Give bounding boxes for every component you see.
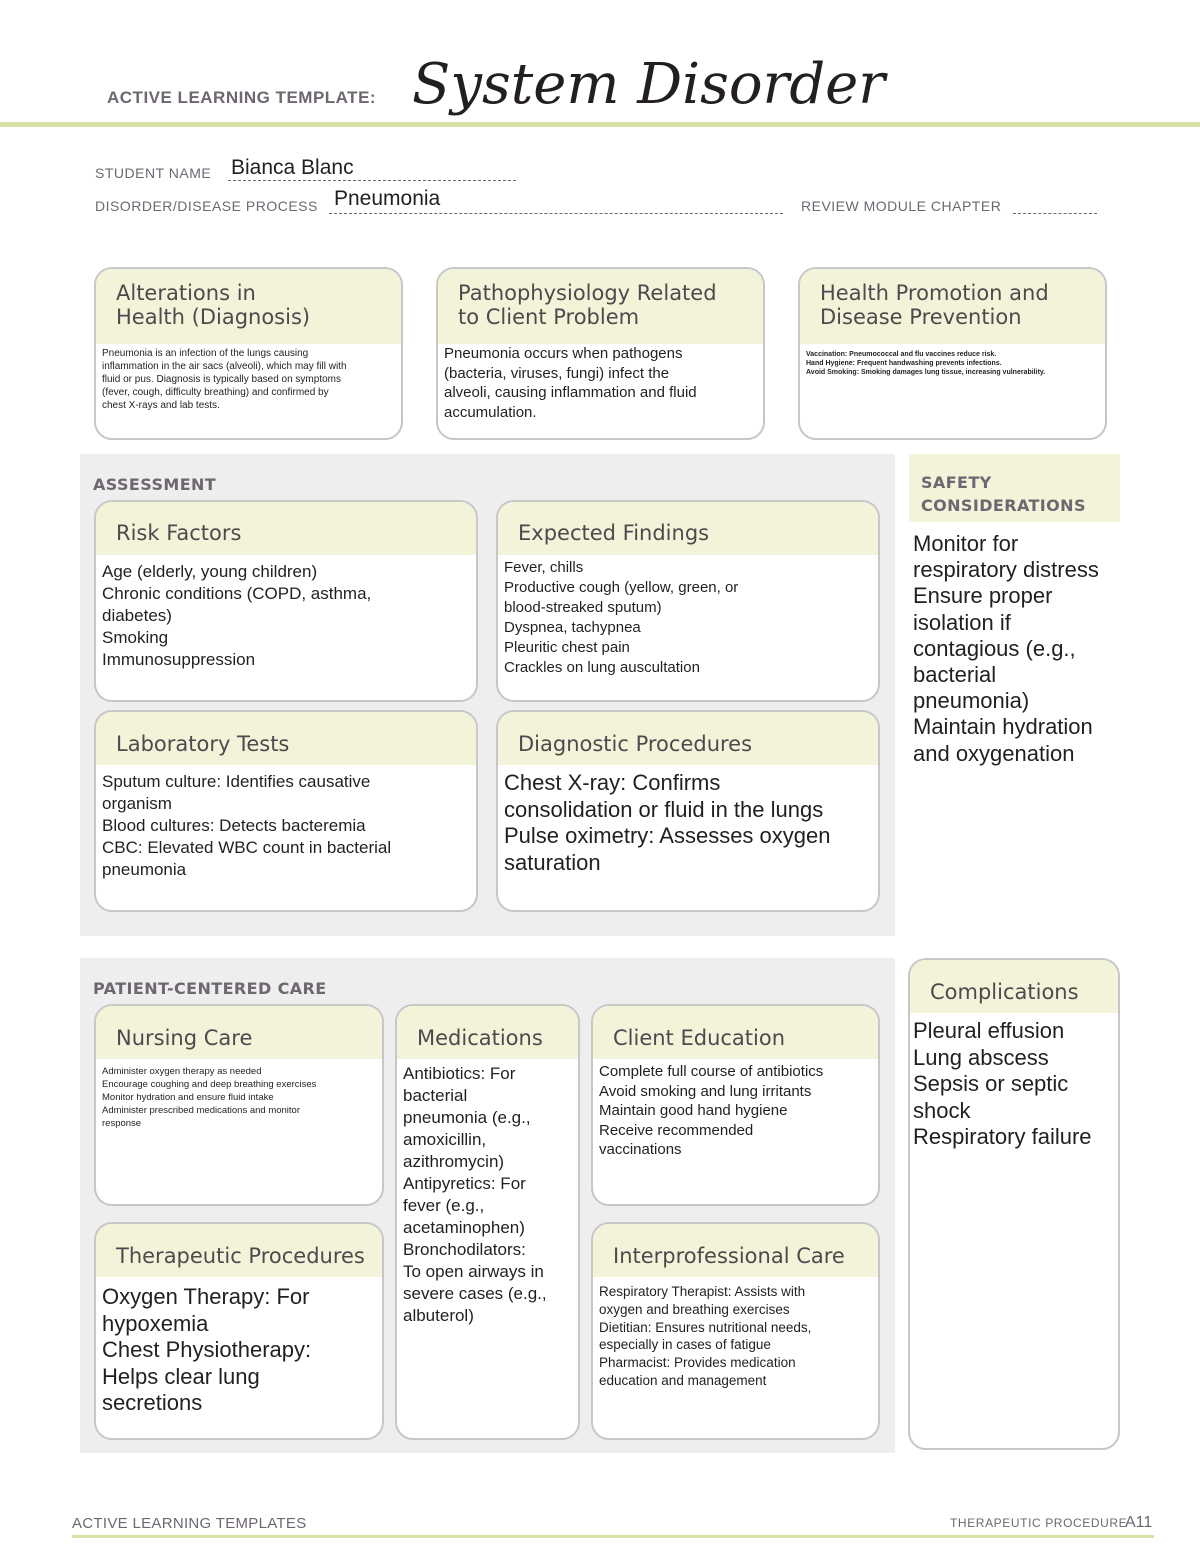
template-label: ACTIVE LEARNING TEMPLATE: [107, 88, 377, 107]
alterations-line: inflammation in the air sacs (alveoli), which may fill with [102, 361, 347, 372]
expected-finding-item: Crackles on lung auscultation [504, 659, 700, 676]
medication-item: To open airways in [403, 1262, 544, 1281]
interprofessional-item: Pharmacist: Provides medication [599, 1355, 796, 1371]
client-education-title: Client Education [593, 1006, 878, 1059]
alterations-title-1: Alterations in [116, 281, 256, 305]
health-promotion-box [798, 267, 1107, 440]
risk-factor-item: Age (elderly, young children) [102, 562, 318, 581]
medication-item: amoxicillin, [403, 1130, 487, 1149]
expected-finding-item: Productive cough (yellow, green, or [504, 579, 739, 596]
nursing-care-title: Nursing Care [96, 1006, 382, 1059]
alterations-box [94, 267, 403, 440]
safety-item: isolation if [913, 609, 1011, 635]
safety-item: pneumonia) [913, 688, 1030, 714]
expected-findings-title: Expected Findings [498, 502, 878, 555]
client-education-item: Maintain good hand hygiene [599, 1102, 788, 1119]
safety-item: respiratory distress [913, 557, 1099, 583]
therapeutic-item: secretions [102, 1390, 203, 1415]
client-education-item: Avoid smoking and lung irritants [599, 1082, 812, 1100]
header-divider [0, 122, 1200, 127]
alterations-line: (fever, cough, difficulty breathing) and confirmed by [102, 387, 329, 398]
complication-item: Pleural effusion [913, 1018, 1065, 1043]
diagnostic-procedures-box [496, 710, 880, 912]
alterations-header [96, 269, 401, 344]
risk-factor-item: diabetes) [102, 606, 172, 625]
medications-box [395, 1004, 580, 1440]
alterations-title-2: Health (Diagnosis) [116, 305, 311, 329]
medication-item: Bronchodilators: [403, 1240, 526, 1259]
expected-findings-box [496, 500, 880, 702]
assessment-header: ASSESSMENT [93, 475, 217, 494]
nursing-care-item: Encourage coughing and deep breathing exercises [102, 1079, 317, 1090]
student-name-line [228, 180, 516, 181]
safety-header-line2: CONSIDERATIONS [921, 496, 1086, 515]
pathophysiology-line: accumulation. [444, 403, 537, 421]
expected-finding-item: Pleuritic chest pain [504, 639, 630, 656]
lab-test-item: CBC: Elevated WBC count in bacterial [102, 838, 392, 857]
lab-test-item: pneumonia [102, 860, 187, 879]
pathophysiology-line: alveoli, causing inflammation and fluid [444, 384, 697, 401]
therapeutic-procedures-box [94, 1222, 384, 1440]
complications-box [908, 958, 1120, 1450]
health-promotion-line: Avoid Smoking: Smoking damages lung tissue, increasing vulnerability. [806, 369, 1046, 376]
complications-title: Complications [910, 960, 1118, 1013]
health-promotion-body [800, 344, 1105, 381]
safety-item: Maintain hydration [913, 714, 1093, 740]
alterations-line: chest X-rays and lab tests. [102, 400, 220, 411]
health-promotion-title-2: Disease Prevention [820, 305, 1022, 329]
disorder-line [329, 213, 783, 214]
laboratory-tests-body [96, 765, 476, 885]
risk-factors-body [96, 555, 476, 675]
diagnostic-item: consolidation or fluid in the lungs [504, 796, 824, 822]
medication-item: albuterol) [403, 1306, 474, 1325]
disorder-label: DISORDER/DISEASE PROCESS [95, 198, 318, 214]
disorder-field[interactable]: Pneumonia [334, 187, 441, 210]
expected-finding-item: Fever, chills [504, 559, 584, 576]
medication-item: Antipyretics: For [403, 1174, 526, 1193]
risk-factors-title: Risk Factors [96, 502, 476, 555]
therapeutic-procedures-title: Therapeutic Procedures [96, 1224, 382, 1277]
complication-item: shock [913, 1097, 971, 1123]
risk-factor-item: Immunosuppression [102, 650, 256, 669]
nursing-care-body [96, 1059, 382, 1134]
safety-item: Ensure proper [913, 583, 1053, 609]
interprofessional-care-box [591, 1222, 880, 1440]
pathophysiology-box [436, 267, 765, 440]
pathophysiology-title-2: to Client Problem [458, 305, 640, 329]
expected-finding-item: Dyspnea, tachypnea [504, 619, 641, 636]
safety-body [913, 531, 1099, 767]
risk-factors-box [94, 500, 478, 702]
medication-item: acetaminophen) [403, 1218, 525, 1237]
medication-item: fever (e.g., [403, 1196, 485, 1215]
risk-factor-item: Smoking [102, 628, 169, 647]
footer-page-number: A11 [1125, 1514, 1153, 1531]
safety-header [921, 471, 1086, 517]
diagnostic-item: saturation [504, 849, 601, 875]
interprofessional-item: education and management [599, 1372, 767, 1388]
review-module-field[interactable] [1013, 213, 1097, 214]
diagnostic-item: Pulse oximetry: Assesses oxygen [504, 823, 831, 848]
medications-title: Medications [397, 1006, 578, 1059]
medications-body [397, 1059, 578, 1331]
safety-header-line1: SAFETY [921, 473, 992, 492]
safety-item: and oxygenation [913, 740, 1075, 766]
patient-care-header: PATIENT-CENTERED CARE [93, 979, 327, 998]
pathophysiology-line: (bacteria, viruses, fungi) infect the [444, 364, 670, 382]
pathophysiology-line: Pneumonia occurs when pathogens [444, 345, 683, 362]
diagnostic-procedures-body [498, 765, 878, 880]
footer-left: ACTIVE LEARNING TEMPLATES [72, 1515, 307, 1532]
complications-body [910, 1013, 1118, 1155]
complication-item: Respiratory failure [913, 1124, 1092, 1149]
health-promotion-title-1: Health Promotion and [820, 281, 1049, 305]
nursing-care-item: response [102, 1118, 142, 1129]
therapeutic-item: Chest Physiotherapy: [102, 1337, 312, 1362]
risk-factor-item: Chronic conditions (COPD, asthma, [102, 584, 372, 603]
safety-item: bacterial [913, 662, 997, 688]
student-name-label: STUDENT NAME [95, 165, 212, 181]
safety-item: Monitor for [913, 531, 1019, 556]
interprofessional-care-title: Interprofessional Care [593, 1224, 878, 1277]
therapeutic-item: Helps clear lung [102, 1363, 260, 1389]
safety-item: contagious (e.g., [913, 635, 1076, 661]
footer-divider [72, 1535, 1154, 1538]
lab-test-item: organism [102, 794, 172, 813]
therapeutic-procedures-body [96, 1277, 382, 1421]
client-education-item: Receive recommended [599, 1121, 754, 1139]
health-promotion-line: Vaccination: Pneumococcal and flu vaccines reduce risk. [806, 351, 997, 358]
pathophysiology-body [438, 344, 763, 426]
interprofessional-item: Dietitian: Ensures nutritional needs, [599, 1319, 812, 1335]
review-module-label: REVIEW MODULE CHAPTER [801, 198, 1002, 214]
lab-test-item: Sputum culture: Identifies causative [102, 772, 371, 791]
nursing-care-item: Administer oxygen therapy as needed [102, 1066, 262, 1077]
nursing-care-item: Administer prescribed medications and monitor [102, 1105, 301, 1116]
interprofessional-item: especially in cases of fatigue [599, 1337, 771, 1353]
expected-finding-item: blood-streaked sputum) [504, 599, 662, 616]
expected-findings-body [498, 555, 878, 682]
complication-item: Sepsis or septic [913, 1071, 1069, 1096]
nursing-care-box [94, 1004, 384, 1206]
footer-right: THERAPEUTIC PROCEDURE [950, 1516, 1128, 1530]
client-education-body [593, 1059, 878, 1164]
student-name-field[interactable]: Bianca Blanc [231, 156, 354, 179]
complication-item: Lung abscess [913, 1044, 1049, 1070]
alterations-line: Pneumonia is an infection of the lungs causing [102, 348, 309, 359]
medication-item: severe cases (e.g., [403, 1284, 547, 1303]
lab-test-item: Blood cultures: Detects bacteremia [102, 816, 366, 835]
medication-item: azithromycin) [403, 1152, 505, 1171]
pathophysiology-title-1: Pathophysiology Related [458, 281, 717, 305]
diagnostic-item: Chest X-ray: Confirms [504, 770, 721, 795]
client-education-item: vaccinations [599, 1141, 682, 1158]
interprofessional-item: Respiratory Therapist: Assists with [599, 1284, 806, 1299]
therapeutic-item: hypoxemia [102, 1310, 209, 1336]
interprofessional-care-body [593, 1277, 878, 1394]
medication-item: Antibiotics: For [403, 1064, 516, 1083]
pathophysiology-header [438, 269, 763, 344]
laboratory-tests-box [94, 710, 478, 912]
medication-item: pneumonia (e.g., [403, 1108, 531, 1127]
nursing-care-item: Monitor hydration and ensure fluid intake [102, 1092, 274, 1103]
diagnostic-procedures-title: Diagnostic Procedures [498, 712, 878, 765]
template-title: System Disorder [412, 52, 886, 117]
medication-item: bacterial [403, 1086, 468, 1105]
alterations-line: fluid or pus. Diagnosis is typically based on symptoms [102, 374, 341, 385]
alterations-body [96, 344, 401, 416]
client-education-box [591, 1004, 880, 1206]
health-promotion-header [800, 269, 1105, 344]
laboratory-tests-title: Laboratory Tests [96, 712, 476, 765]
client-education-item: Complete full course of antibiotics [599, 1063, 824, 1080]
therapeutic-item: Oxygen Therapy: For [102, 1284, 310, 1309]
interprofessional-item: oxygen and breathing exercises [599, 1301, 790, 1317]
health-promotion-line: Hand Hygiene: Frequent handwashing prevents infections. [806, 360, 1002, 367]
